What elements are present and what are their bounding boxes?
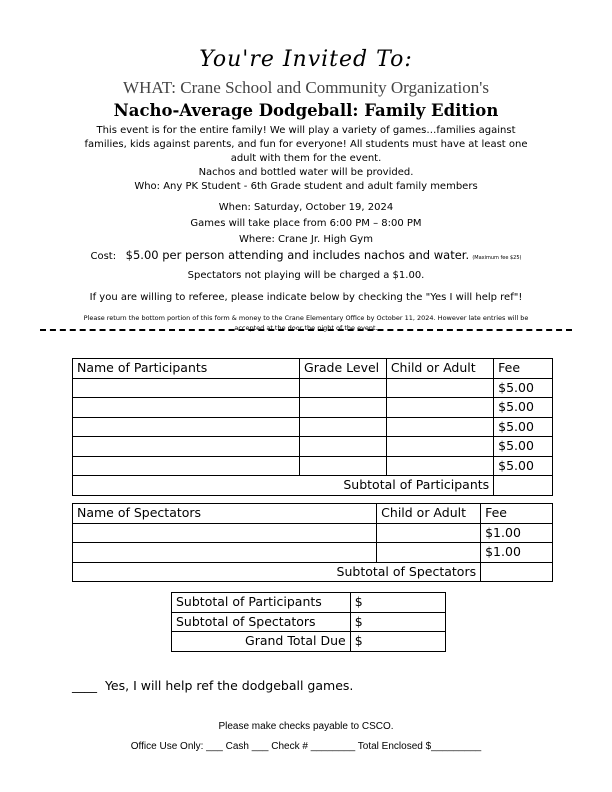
fee-header: Fee xyxy=(481,504,553,524)
participant-name-cell[interactable] xyxy=(73,417,300,437)
fee-cell: $1.00 xyxy=(481,543,553,563)
participant-name-cell[interactable] xyxy=(73,378,300,398)
table-row xyxy=(73,523,553,543)
organization-line: WHAT: Crane School and Community Organization's xyxy=(123,78,489,97)
participants-name-header: Name of Participants xyxy=(73,359,300,379)
grade-level-cell[interactable] xyxy=(300,417,387,437)
totals-row xyxy=(172,593,446,613)
child-or-adult-header: Child or Adult xyxy=(377,504,481,524)
event-description xyxy=(76,124,536,194)
office-use-line: Office Use Only: ___ Cash ___ Check # ________ Total Enclosed $_________ xyxy=(130,741,482,752)
table-row xyxy=(73,437,553,457)
table-row xyxy=(73,543,553,563)
table-row xyxy=(73,378,553,398)
fee-header: Fee xyxy=(494,359,553,379)
grand-total-label: Grand Total Due xyxy=(172,632,351,652)
child-or-adult-cell[interactable] xyxy=(377,543,481,563)
fee-cell: $5.00 xyxy=(494,398,553,418)
child-or-adult-cell[interactable] xyxy=(386,456,493,476)
grade-level-cell[interactable] xyxy=(300,398,387,418)
total-participants-value[interactable]: $ xyxy=(350,593,445,613)
total-participants-label: Subtotal of Participants xyxy=(172,593,351,613)
cut-line xyxy=(40,329,572,331)
referee-check-blank[interactable]: ____ xyxy=(72,678,97,693)
grade-level-cell[interactable] xyxy=(300,456,387,476)
return-note: Please return the bottom portion of this form & money to the Crane Elementary Office by October 11, 2024. However late entries will be accepted at the door the night of the event. xyxy=(83,314,529,332)
participant-name-cell[interactable] xyxy=(73,437,300,457)
participants-subtotal-label: Subtotal of Participants xyxy=(73,476,494,496)
total-spectators-label: Subtotal of Spectators xyxy=(172,612,351,632)
referee-signup-text: Yes, I will help ref the dodgeball games. xyxy=(104,678,354,693)
participants-subtotal-cell[interactable] xyxy=(494,476,553,496)
grade-level-cell[interactable] xyxy=(300,378,387,398)
spectators-subtotal-row xyxy=(73,562,553,582)
fee-cell: $1.00 xyxy=(481,523,553,543)
participants-table xyxy=(72,358,553,496)
participant-name-cell[interactable] xyxy=(73,456,300,476)
spectators-name-header: Name of Spectators xyxy=(73,504,377,524)
child-or-adult-cell[interactable] xyxy=(386,398,493,418)
who-text: Who: Any PK Student - 6th Grade student and adult family members xyxy=(134,181,478,192)
cost-label: Cost: xyxy=(90,251,117,262)
totals-row xyxy=(172,632,446,652)
table-row xyxy=(73,398,553,418)
grand-total-value[interactable]: $ xyxy=(350,632,445,652)
cost-text: $5.00 per person attending and includes nachos and water. xyxy=(125,248,470,262)
spectator-fee-text: Spectators not playing will be charged a $1.00. xyxy=(187,270,425,281)
invitation-title: You're Invited To: xyxy=(199,47,413,72)
spectators-header-row xyxy=(73,504,553,524)
checks-payable-text: Please make checks payable to CSCO. xyxy=(218,721,394,732)
fee-cell: $5.00 xyxy=(494,437,553,457)
spectator-name-cell[interactable] xyxy=(73,543,377,563)
participants-subtotal-row xyxy=(73,476,553,496)
description-text: This event is for the entire family! We will play a variety of games…families against families, kids against parents, and fun for everyone! All students must have at least one adult with them for the event. xyxy=(84,125,528,164)
referee-signup xyxy=(72,678,353,693)
child-or-adult-cell[interactable] xyxy=(386,378,493,398)
cost-max: (Maximum fee $25) xyxy=(472,255,522,261)
when-text: When: Saturday, October 19, 2024 xyxy=(218,202,394,213)
fee-cell: $5.00 xyxy=(494,378,553,398)
child-or-adult-cell[interactable] xyxy=(386,437,493,457)
time-text: Games will take place from 6:00 PM – 8:00 PM xyxy=(190,218,422,229)
spectator-name-cell[interactable] xyxy=(73,523,377,543)
event-name: Nacho-Average Dodgeball: Family Edition xyxy=(113,101,499,120)
spectators-subtotal-cell[interactable] xyxy=(481,562,553,582)
table-row xyxy=(73,417,553,437)
cost-line xyxy=(0,248,612,262)
child-or-adult-header: Child or Adult xyxy=(386,359,493,379)
participants-header-row xyxy=(73,359,553,379)
participant-name-cell[interactable] xyxy=(73,398,300,418)
child-or-adult-cell[interactable] xyxy=(377,523,481,543)
grade-level-cell[interactable] xyxy=(300,437,387,457)
where-text: Where: Crane Jr. High Gym xyxy=(239,234,373,245)
spectators-table xyxy=(72,503,553,582)
child-or-adult-cell[interactable] xyxy=(386,417,493,437)
spectators-subtotal-label: Subtotal of Spectators xyxy=(73,562,481,582)
food-text: Nachos and bottled water will be provided. xyxy=(198,167,414,178)
fee-cell: $5.00 xyxy=(494,417,553,437)
fee-cell: $5.00 xyxy=(494,456,553,476)
totals-table xyxy=(171,592,446,652)
table-row xyxy=(73,456,553,476)
total-spectators-value[interactable]: $ xyxy=(350,612,445,632)
grade-level-header: Grade Level xyxy=(300,359,387,379)
referee-text: If you are willing to referee, please indicate below by checking the "Yes I will help ref"! xyxy=(89,292,523,303)
totals-row xyxy=(172,612,446,632)
